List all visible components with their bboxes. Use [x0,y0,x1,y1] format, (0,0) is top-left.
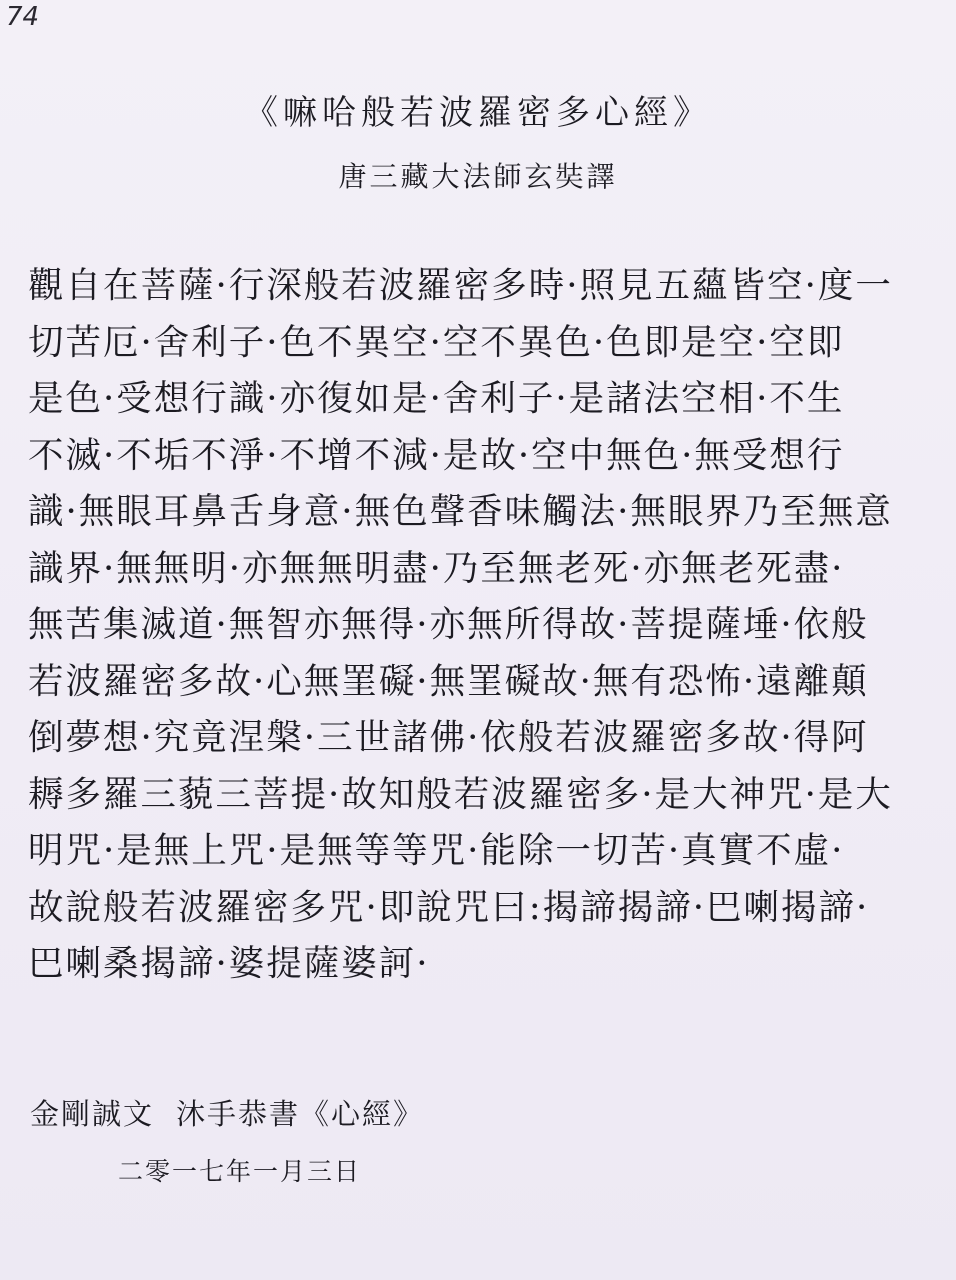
text-line: 明咒·是無上咒·是無等等咒·能除一切苦·真實不虛· [28,830,845,871]
text-line: 不滅·不垢不淨·不增不減·是故·空中無色·無受想行 [28,434,845,476]
sutra-text [28,258,944,993]
text-line: 是色·受想行識·亦復如是·舍利子·是諸法空相·不生 [28,378,845,419]
text-line: 若波羅密多故·心無罣礙·無罣礙故·無有恐怖·遠離顛 [28,660,869,702]
text-line: 觀自在菩薩·行深般若波羅密多時·照見五蘊皆空·度一 [28,265,893,306]
text-line: 無苦集滅道·無智亦無得·亦無所得故·菩提薩埵·依般 [28,604,869,645]
text-line: 耨多羅三藐三菩提·故知般若波羅密多·是大神咒·是大 [28,773,893,815]
sutra-title: 《嘛哈般若波羅密多心經》 [244,93,712,133]
text-line: 倒夢想·究竟涅槃·三世諸佛·依般若波羅密多故·得阿 [28,717,869,758]
text-line: 識·無眼耳鼻舌身意·無色聲香味觸法·無眼界乃至無意 [28,491,893,532]
text-line: 切苦厄·舍利子·色不異空·空不異色·色即是空·空即 [28,321,845,363]
signature-note: 沐手恭書《心經》 [176,1097,425,1131]
signature-line [30,1092,424,1133]
translator-line: 唐三藏大法師玄奘譯 [338,160,618,193]
signature-author: 金剛誠文 [30,1097,155,1131]
text-line: 故說般若波羅密多咒·即說咒曰:揭諦揭諦·巴喇揭諦· [28,886,870,928]
date-line: 二零一七年一月三日 [118,1157,362,1186]
text-line: 巴喇桑揭諦·婆提薩婆訶· [28,943,430,984]
text-line: 識界·無無明·亦無無明盡·乃至無老死·亦無老死盡· [28,547,845,589]
page-number: 74 [6,2,40,32]
